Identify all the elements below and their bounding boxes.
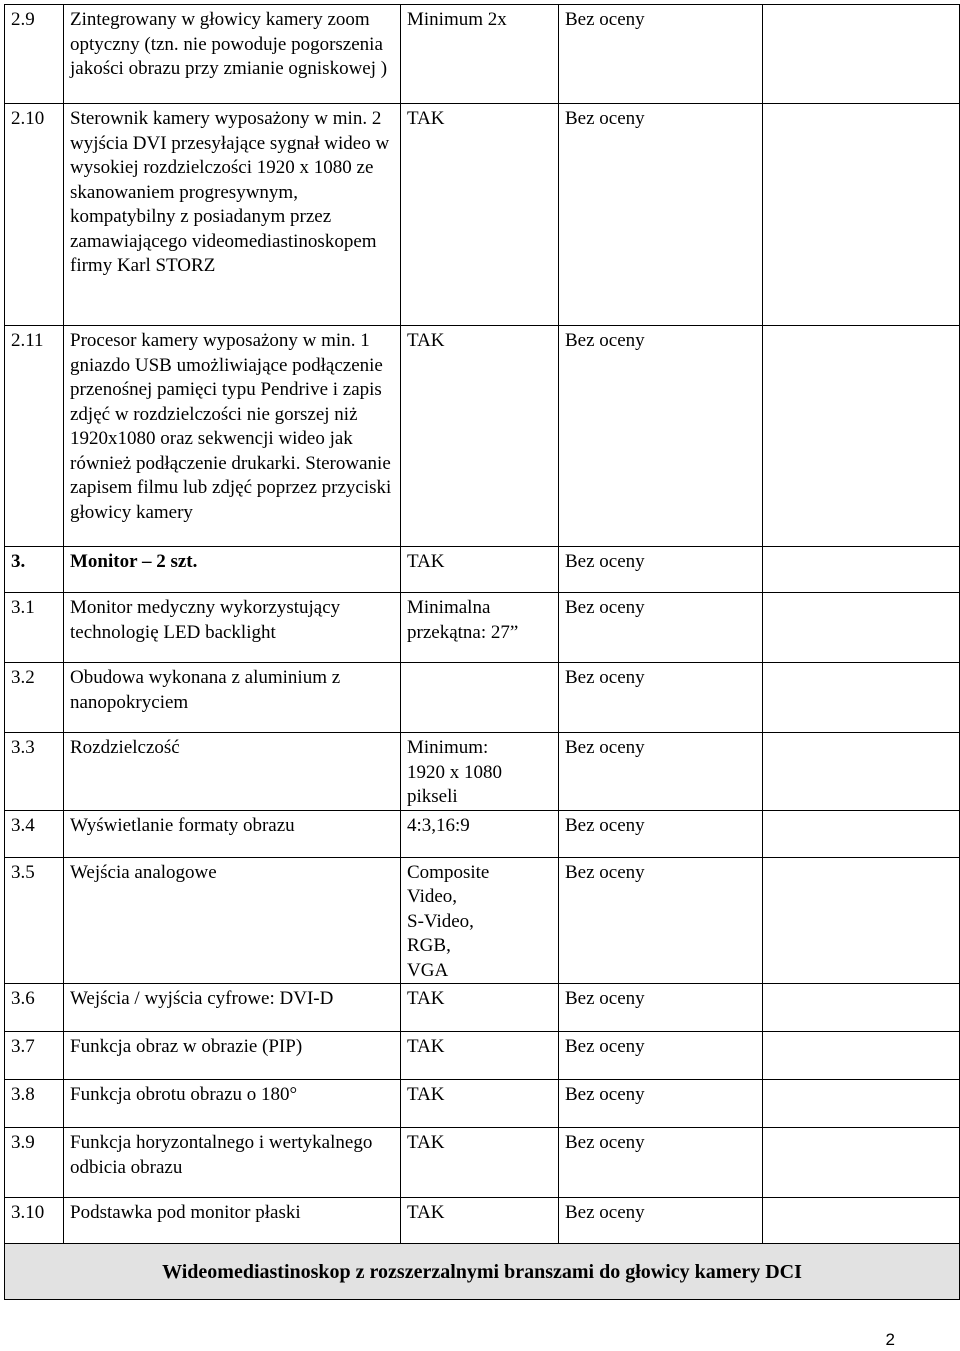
footer-title: Wideomediastinoskop z rozszerzalnymi branszami do głowicy kamery DCI [5, 1244, 960, 1300]
row-requirement: TAK [401, 1080, 559, 1128]
row-description: Wyświetlanie formaty obrazu [64, 810, 401, 857]
row-evaluation: Bez oceny [559, 663, 763, 733]
row-evaluation: Bez oceny [559, 857, 763, 984]
section-number: 3. [5, 547, 64, 593]
row-number: 3.8 [5, 1080, 64, 1128]
row-number: 3.6 [5, 984, 64, 1032]
row-offer-cell [763, 1198, 960, 1244]
row-offer-cell [763, 733, 960, 811]
row-number: 2.11 [5, 326, 64, 547]
row-description: Obudowa wykonana z aluminium z nanopokryciem [64, 663, 401, 733]
row-evaluation: Bez oceny [559, 547, 763, 593]
row-description: Monitor medyczny wykorzystujący technologię LED backlight [64, 593, 401, 663]
row-evaluation: Bez oceny [559, 733, 763, 811]
row-requirement: TAK [401, 1198, 559, 1244]
row-description: Funkcja obrotu obrazu o 180° [64, 1080, 401, 1128]
row-number: 3.4 [5, 810, 64, 857]
specification-table [4, 4, 960, 1300]
row-description: Procesor kamery wyposażony w min. 1 gniazdo USB umożliwiające podłączenie przenośnej pamięci typu Pendrive i zapis zdjęć w rozdzielczości nie gorszej niż 1920x1080 oraz sekwencji wideo jak również podłączenie drukarki. Sterowanie zapisem filmu lub zdjęć poprzez przyciski głowicy kamery [64, 326, 401, 547]
page-number: 2 [885, 1330, 895, 1349]
row-evaluation: Bez oceny [559, 1128, 763, 1198]
row-number: 3.9 [5, 1128, 64, 1198]
row-offer-cell [763, 984, 960, 1032]
row-number: 3.10 [5, 1198, 64, 1244]
table-row [5, 1080, 960, 1128]
row-offer-cell [763, 810, 960, 857]
row-description: Rozdzielczość [64, 733, 401, 811]
row-requirement: TAK [401, 1032, 559, 1080]
row-evaluation: Bez oceny [559, 5, 763, 104]
row-evaluation: Bez oceny [559, 593, 763, 663]
row-evaluation: Bez oceny [559, 326, 763, 547]
row-requirement: TAK [401, 547, 559, 593]
table-row [5, 1198, 960, 1244]
row-offer-cell [763, 1128, 960, 1198]
table-row [5, 857, 960, 984]
table-row [5, 733, 960, 811]
section-title: Monitor – 2 szt. [64, 547, 401, 593]
row-description: Podstawka pod monitor płaski [64, 1198, 401, 1244]
row-requirement: Minimalna przekątna: 27” [401, 593, 559, 663]
row-offer-cell [763, 104, 960, 326]
row-evaluation: Bez oceny [559, 1032, 763, 1080]
row-evaluation: Bez oceny [559, 810, 763, 857]
table-row [5, 1128, 960, 1198]
row-number: 2.9 [5, 5, 64, 104]
row-requirement: TAK [401, 984, 559, 1032]
row-description: Funkcja obraz w obrazie (PIP) [64, 1032, 401, 1080]
row-description: Funkcja horyzontalnego i wertykalnego odbicia obrazu [64, 1128, 401, 1198]
row-description: Wejścia / wyjścia cyfrowe: DVI-D [64, 984, 401, 1032]
row-evaluation: Bez oceny [559, 104, 763, 326]
row-requirement [401, 663, 559, 733]
table-row [5, 593, 960, 663]
row-offer-cell [763, 663, 960, 733]
row-requirement: Composite Video, S-Video, RGB, VGA [401, 857, 559, 984]
row-requirement: Minimum 2x [401, 5, 559, 104]
table-row [5, 663, 960, 733]
row-evaluation: Bez oceny [559, 1080, 763, 1128]
table-row [5, 5, 960, 104]
row-requirement: TAK [401, 104, 559, 326]
row-description: Zintegrowany w głowicy kamery zoom optyczny (tzn. nie powoduje pogorszenia jakości obrazu przy zmianie ogniskowej ) [64, 5, 401, 104]
footer-row [5, 1244, 960, 1300]
section-row [5, 547, 960, 593]
row-requirement: Minimum: 1920 x 1080 pikseli [401, 733, 559, 811]
row-offer-cell [763, 5, 960, 104]
row-number: 2.10 [5, 104, 64, 326]
row-number: 3.3 [5, 733, 64, 811]
row-requirement: 4:3,16:9 [401, 810, 559, 857]
row-offer-cell [763, 593, 960, 663]
row-requirement: TAK [401, 326, 559, 547]
row-description: Sterownik kamery wyposażony w min. 2 wyjścia DVI przesyłające sygnał wideo w wysokiej rozdzielczości 1920 x 1080 ze skanowaniem progresywnym, kompatybilny z posiadanym przez zamawiającego videomediastinoskopem firmy Karl STORZ [64, 104, 401, 326]
row-evaluation: Bez oceny [559, 1198, 763, 1244]
row-number: 3.1 [5, 593, 64, 663]
table-row [5, 104, 960, 326]
table-row [5, 326, 960, 547]
row-offer-cell [763, 1032, 960, 1080]
table-row [5, 1032, 960, 1080]
row-description: Wejścia analogowe [64, 857, 401, 984]
row-evaluation: Bez oceny [559, 984, 763, 1032]
row-number: 3.2 [5, 663, 64, 733]
row-requirement: TAK [401, 1128, 559, 1198]
row-offer-cell [763, 547, 960, 593]
row-number: 3.7 [5, 1032, 64, 1080]
table-row [5, 810, 960, 857]
row-offer-cell [763, 1080, 960, 1128]
row-offer-cell [763, 326, 960, 547]
table-row [5, 984, 960, 1032]
row-offer-cell [763, 857, 960, 984]
row-number: 3.5 [5, 857, 64, 984]
